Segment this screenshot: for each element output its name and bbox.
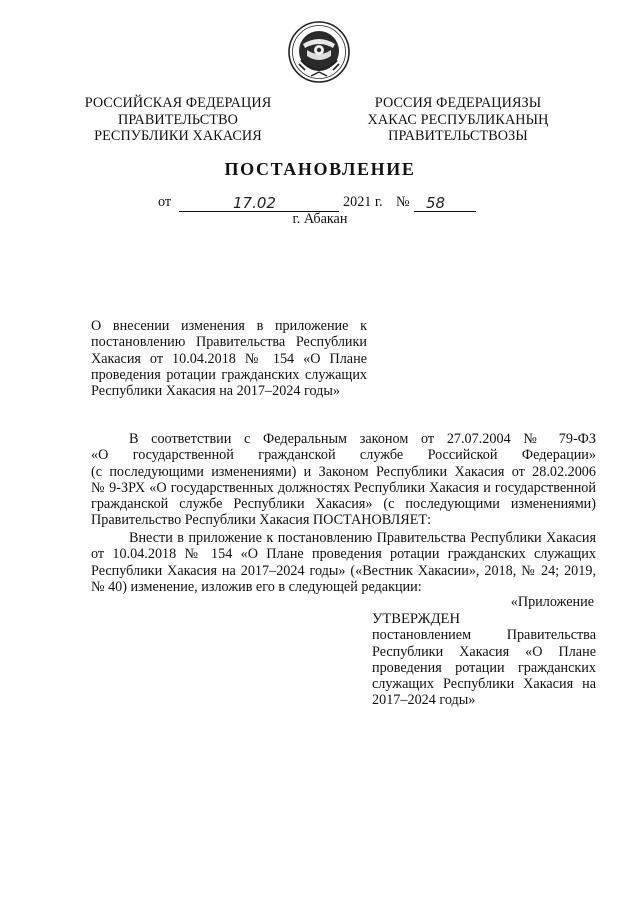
header-left-russian [82, 95, 274, 145]
subject-line: проведения ротации гражданских служащих [91, 366, 367, 383]
approved-line: служащих Республики Хакасия на [372, 676, 596, 693]
paragraph-preamble [91, 431, 596, 529]
paragraph-line: Внести в приложение к постановлению Правительства Республики Хакасия [129, 530, 596, 546]
header-right-line: ХАКАС РЕСПУБЛИКАНЫҢ [367, 111, 549, 128]
paragraph-line: № 40) изменение, изложив его в следующей редакции: [91, 578, 422, 595]
handwritten-number: 58 [426, 194, 446, 212]
approved-line: Республики Хакасия «О Плане [372, 643, 596, 660]
approved-line: проведения ротации гражданских [372, 659, 596, 676]
paragraph-line: (с последующими изменениями) и Законом Республики Хакасия от 28.02.2006 [91, 463, 596, 480]
paragraph-line: от 10.04.2018 № 154 «О Плане проведения ротации гражданских служащих [91, 546, 596, 563]
paragraph-line: № 9-ЗРХ «О государственных должностях Республики Хакасия и государственной [91, 479, 596, 496]
approved-line: 2017–2024 годы» [372, 692, 476, 709]
number-sign: № [396, 194, 410, 210]
city-name: г. Абакан [292, 211, 348, 227]
subject-line: О внесении изменения в приложение к [91, 318, 367, 334]
appendix-note: «Приложение [510, 594, 594, 610]
subject-line: Хакасия от 10.04.2018 № 154 «О Плане [91, 350, 367, 367]
year-text: 2021 г. [343, 194, 383, 210]
paragraph-line: гражданской службе Республики Хакасия» (с последующими изменениями) [91, 496, 596, 513]
subject-line: постановлению Правительства Республики [91, 334, 367, 351]
paragraph-line: «О государственной гражданской службе Российской Федерации» [91, 447, 596, 464]
approved-heading: УТВЕРЖДЕН [372, 611, 460, 627]
date-prefix: от [158, 194, 172, 210]
header-right-line: РОССИЯ ФЕДЕРАЦИЯЗЫ [374, 95, 542, 111]
header-left-line: РЕСПУБЛИКИ ХАКАСИЯ [94, 128, 262, 145]
subject-block [91, 318, 367, 399]
paragraph-resolution [91, 530, 596, 595]
header-right-line: ПРАВИТЕЛЬСТВОЗЫ [388, 128, 528, 145]
coat-of-arms-emblem [287, 20, 351, 84]
paragraph-line: Республики Хакасия на 2017–2024 годы» («Вестник Хакасии», 2018, № 24; 2019, [91, 562, 596, 579]
approved-line: постановлением Правительства [372, 627, 596, 644]
paragraph-line: Правительство Республики Хакасия ПОСТАНОВЛЯЕТ: [91, 512, 432, 529]
header-left-line: ПРАВИТЕЛЬСТВО [118, 111, 238, 128]
header-right-khakas [362, 95, 554, 145]
subject-line: Республики Хакасия на 2017–2024 годы» [91, 383, 341, 400]
approval-stamp-block [372, 611, 596, 709]
header-left-line: РОССИЙСКАЯ ФЕДЕРАЦИЯ [84, 95, 272, 111]
paragraph-line: В соответствии с Федеральным законом от 27.07.2004 № 79-ФЗ [129, 431, 596, 447]
document-title: ПОСТАНОВЛЕНИЕ [224, 159, 416, 179]
handwritten-date: 17.02 [233, 194, 276, 212]
